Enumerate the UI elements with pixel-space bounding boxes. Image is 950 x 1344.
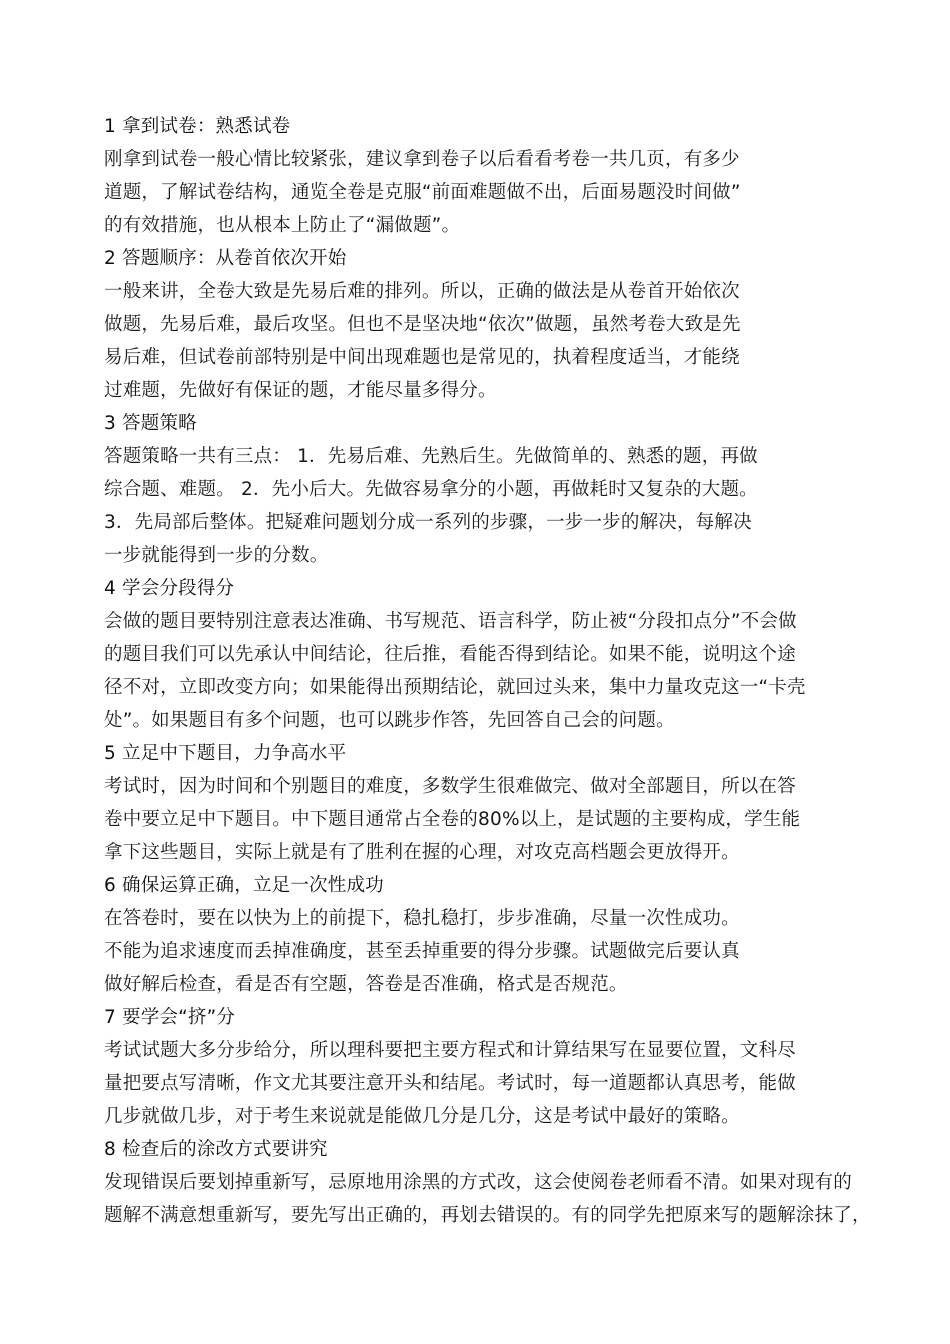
paragraph-line: 处”。如果题目有多个问题，也可以跳步作答，先回答自己会的问题。 <box>104 710 675 731</box>
paragraph-line: 拿下这些题目，实际上就是有了胜利在握的心理，对攻克高档题会更放得开。 <box>104 842 740 863</box>
paragraph-line: 考试时，因为时间和个别题目的难度，多数学生很难做完、做对全部题目，所以在答 <box>104 776 796 797</box>
paragraph-line: 综合题、难题。 2．先小后大。先做容易拿分的小题，再做耗时又复杂的大题。 <box>104 479 758 500</box>
paragraph-line: 发现错误后要划掉重新写，忌原地用涂黑的方式改，这会使阅卷老师看不清。如果对现有的 <box>104 1172 853 1193</box>
section-heading: 3 答题策略 <box>104 413 197 434</box>
paragraph-line: 在答卷时，要在以快为上的前提下，稳扎稳打，步步准确，尽量一次性成功。 <box>104 908 740 929</box>
section-heading: 6 确保运算正确，立足一次性成功 <box>104 875 384 896</box>
paragraph-line: 做题，先易后难，最后攻坚。但也不是坚决地“依次”做题，虽然考卷大致是先 <box>104 314 741 335</box>
paragraph-line: 一般来讲，全卷大致是先易后难的排列。所以，正确的做法是从卷首开始依次 <box>104 281 740 302</box>
paragraph-line: 做好解后检查，看是否有空题，答卷是否准确，格式是否规范。 <box>104 974 628 995</box>
paragraph-line: 考试试题大多分步给分，所以理科要把主要方程式和计算结果写在显要位置，文科尽 <box>104 1040 796 1061</box>
section-heading: 1 拿到试卷：熟悉试卷 <box>104 116 291 137</box>
paragraph-line: 一步就能得到一步的分数。 <box>104 545 329 566</box>
paragraph-line: 道题，了解试卷结构，通览全卷是克服“前面难题做不出，后面易题没时间做” <box>104 182 741 203</box>
paragraph-line: 3．先局部后整体。把疑难问题划分成一系列的步骤，一步一步的解决，每解决 <box>104 512 752 533</box>
paragraph-line: 易后难，但试卷前部特别是中间出现难题也是常见的，执着程度适当，才能绕 <box>104 347 740 368</box>
paragraph-line: 径不对，立即改变方向；如果能得出预期结论，就回过头来，集中力量攻克这一“卡壳 <box>104 677 806 698</box>
paragraph-line: 答题策略一共有三点： 1．先易后难、先熟后生。先做简单的、熟悉的题，再做 <box>104 446 758 467</box>
paragraph-line: 刚拿到试卷一般心情比较紧张，建议拿到卷子以后看看考卷一共几页，有多少 <box>104 149 740 170</box>
section-heading: 2 答题顺序：从卷首依次开始 <box>104 248 347 269</box>
section-heading: 8 检查后的涂改方式要讲究 <box>104 1139 328 1160</box>
section-heading: 7 要学会“挤”分 <box>104 1007 236 1028</box>
paragraph-line: 的题目我们可以先承认中间结论，往后推，看能否得到结论。如果不能，说明这个途 <box>104 644 796 665</box>
paragraph-line: 题解不满意想重新写，要先写出正确的，再划去错误的。有的同学先把原来写的题解涂抹了， <box>104 1205 871 1226</box>
section-heading: 4 学会分段得分 <box>104 578 235 599</box>
section-heading: 5 立足中下题目，力争高水平 <box>104 743 347 764</box>
paragraph-line: 量把要点写清晰，作文尤其要注意开头和结尾。考试时，每一道题都认真思考，能做 <box>104 1073 796 1094</box>
paragraph-line: 的有效措施，也从根本上防止了“漏做题”。 <box>104 215 461 236</box>
paragraph-line: 卷中要立足中下题目。中下题目通常占全卷的80%以上，是试题的主要构成，学生能 <box>104 809 801 830</box>
paragraph-line: 会做的题目要特别注意表达准确、书写规范、语言科学，防止被“分段扣点分”不会做 <box>104 611 797 632</box>
paragraph-line: 过难题，先做好有保证的题，才能尽量多得分。 <box>104 380 497 401</box>
paragraph-line: 不能为追求速度而丢掉准确度，甚至丢掉重要的得分步骤。试题做完后要认真 <box>104 941 740 962</box>
paragraph-line: 几步就做几步，对于考生来说就是能做几分是几分，这是考试中最好的策略。 <box>104 1106 740 1127</box>
